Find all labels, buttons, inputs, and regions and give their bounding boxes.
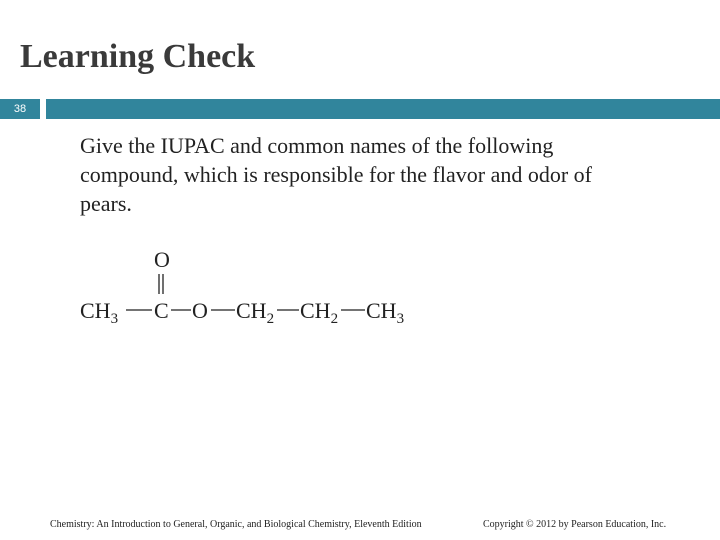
header-accent-bar bbox=[46, 99, 720, 119]
question-text: Give the IUPAC and common names of the following compound, which is responsible for the flavor and odor of pears. bbox=[80, 133, 592, 216]
right-methyl: $CH_3$ bbox=[366, 298, 405, 327]
slide-number: 38 bbox=[0, 99, 40, 119]
carbonyl-carbon: C bbox=[154, 298, 169, 323]
slide-title: Learning Check bbox=[20, 38, 256, 75]
left-methyl: $CH_3$ bbox=[80, 298, 119, 327]
ester-oxygen: O bbox=[192, 298, 208, 323]
footer-copyright: Copyright © 2012 by Pearson Education, Inc. bbox=[483, 519, 667, 530]
methylene-1: $CH_2$ bbox=[236, 298, 275, 327]
structure-diagram bbox=[78, 244, 498, 344]
footer-book-title: Chemistry: An Introduction to General, Organic, and Biological Chemistry, Eleventh Edition bbox=[50, 519, 422, 530]
carbonyl-oxygen: O bbox=[154, 247, 170, 272]
chemical-structure bbox=[78, 244, 498, 344]
methylene-2: $CH_2$ bbox=[300, 298, 339, 327]
